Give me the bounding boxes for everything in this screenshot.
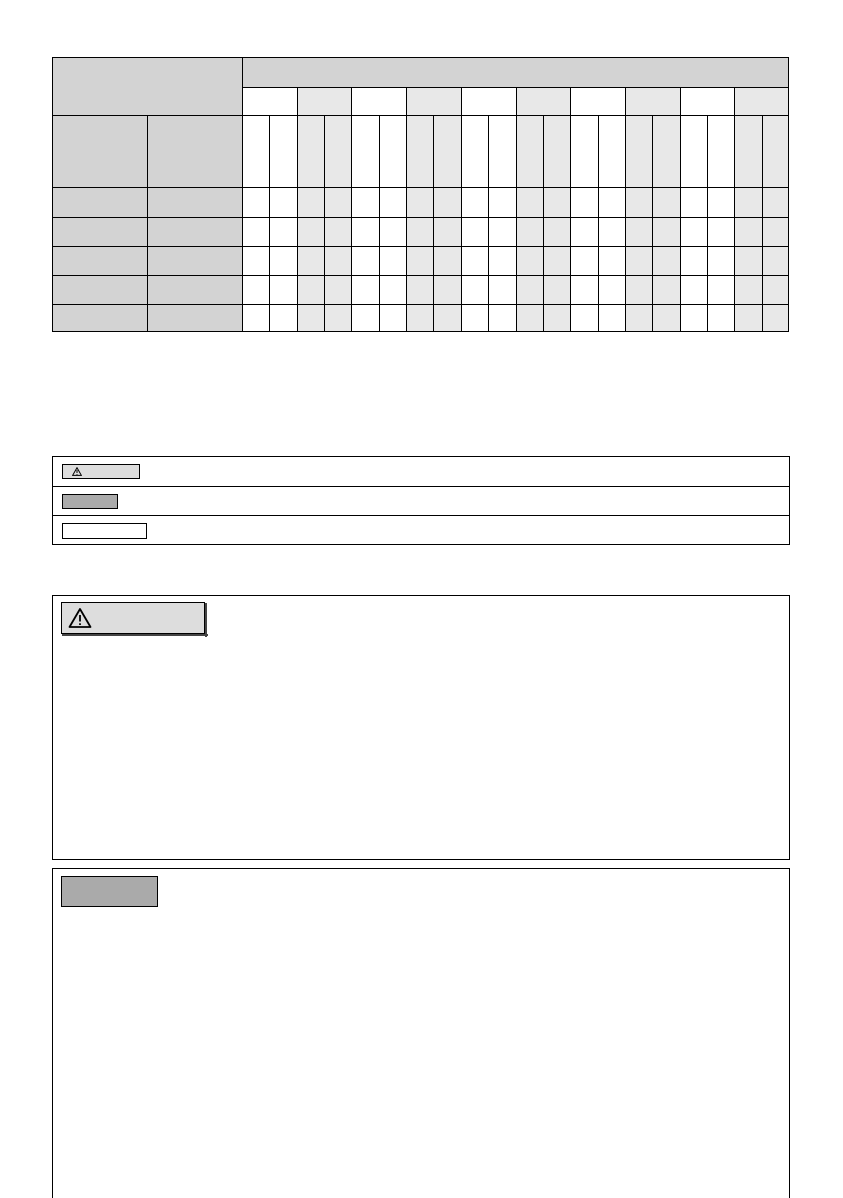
warning-triangle-icon (72, 467, 82, 476)
symbol-legend (52, 456, 790, 545)
warning-label-sample (62, 464, 140, 479)
caution-panel (52, 868, 790, 1198)
caution-badge (61, 876, 158, 907)
warning-panel (52, 595, 790, 860)
note-label-sample (62, 523, 147, 539)
legend-row-note (53, 516, 789, 545)
legend-row-caution (53, 487, 789, 516)
caution-label-sample (62, 494, 118, 509)
warning-badge (61, 602, 205, 634)
legend-row-warning (53, 457, 789, 486)
table-group-header (242, 57, 789, 87)
table-corner-header (52, 57, 242, 115)
warning-triangle-icon (68, 607, 92, 629)
